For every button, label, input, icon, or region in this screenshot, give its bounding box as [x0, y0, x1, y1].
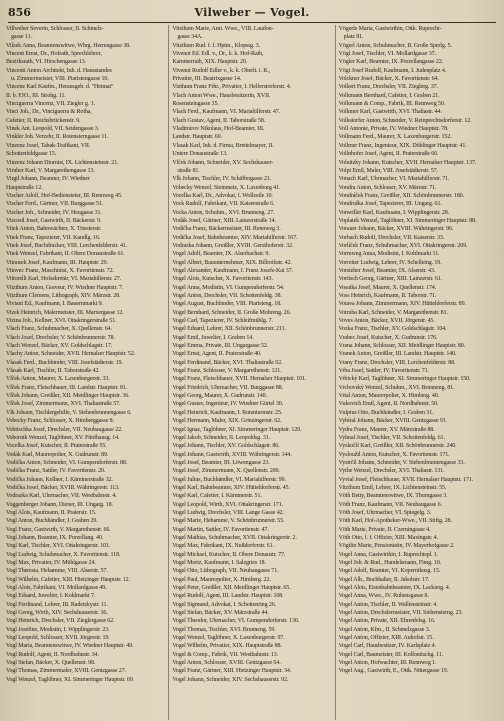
directory-entry-line: Vitek Josef, Buchdrucker, VIII. Lerchenfelderstr. 41. [6, 242, 128, 249]
directory-entry-line: Vincent Ernst, Dr., Hofrath, Sprechlehrer, [6, 51, 102, 58]
directory-entry-line: Vogel Paul, Maurerpolier, X. Himberg. 22. [172, 576, 271, 583]
directory-entry-line: Vobecky Wenzel, Steinmetz, X. Laxenburg 41. [172, 184, 281, 191]
directory-entry-line: gasse 11. [11, 34, 32, 41]
directory-entry-line: Vogel & Comp., Fabrik, VII. Westbahnstr. 13. [172, 651, 279, 658]
directory-entry-line: Vogel Mathias, Schuhmacher, XVII. Ottakringerstr. 2. [172, 534, 297, 541]
directory-entry-line: Vrbický Karl, Taglöhner, XI. Simmeringer Hauptstr. 150. [338, 376, 471, 383]
directory-entry-line: Vulpius Otto, Buchhändler, I. Graben 31. [338, 409, 434, 416]
directory-entry-line: Vogel Aug., Gastwirth, E., Ottk. Nittergasse 19. [338, 668, 449, 675]
directory-entry-line: Vogel Rudolf, Agent, III. Landstr. Hauptstr. 108. [172, 593, 284, 600]
directory-entry-line: Votruba Karl, Schneider, V. Margarethenstr. 81. [338, 309, 448, 316]
directory-entry-line: Vobecky Franz, Schlosser, X. Himberggasse 8. [6, 418, 114, 425]
directory-entry-line: Vischer Joh., Schneider, IV. Heugasse 31. [6, 209, 102, 216]
directory-entry-line: Vythe Wenzel, Drechsler, XVI. Thaliastr. 131. [338, 468, 445, 475]
directory-entry-line: Vogl Leopold, Schlosser, XVII. Jörgerstr. 19. [6, 635, 110, 642]
directory-entry-line: Vollmer Franz, Ingenieur, XIX. Döblinger Hauptstr. 41. [338, 142, 467, 149]
directory-entry-line: Vogel Anna, Gastwirthin, I. Ruprechtspl. 1. [338, 551, 439, 558]
directory-entry-line: Cafetier, II. Reichsbrückenstr. 9. [6, 117, 81, 124]
directory-entry-line: Vyskočil Karl, Greißler, XII. Schönbrunnerstr. 240. [338, 443, 457, 450]
directory-entry-line: Vitzthum Rud. f. f. Hptm., Klopstg. 3. [172, 42, 260, 49]
directory-entry-line: Volkmann & Comp., Fabrik, III. Rennweg 50. [338, 101, 446, 108]
directory-entry-line: Vinzenz Josef, Tabak-Trafikant, VII. [6, 142, 91, 149]
directory-entry-line: Volckner Josef, Bäcker, X. Favoritenstr. 64. [338, 76, 439, 83]
directory-entry-line: Vogel Karl, Cafetier, I. Kärntnerstr. 51. [172, 493, 262, 500]
columns [6, 25, 498, 720]
directory-entry-line: Vrana Johann, Schlosser, XII. Meidlinger Hauptstr. 80. [338, 343, 466, 350]
directory-entry-line: Vogel Josef, Beamter, III. Löwengasse 23. [172, 459, 270, 466]
directory-entry-line: Vogel Martin, Sattler, IV. Favoritenstr. 47. [172, 526, 269, 533]
directory-entry-line: Vitzthum Emil, Lehrer, IX. Lichtensteinstr. 55. [338, 484, 447, 491]
directory-entry-line: Vogl Alois, Fabrikant, VI. Mollardgasse 49. [6, 585, 107, 592]
directory-entry-line: Vogel Friedrich, Uhrmacher, VII. Burggasse 88. [172, 384, 283, 391]
directory-entry-line: Vogel Eduard, Lehrer, XII. Schönbrunnerstr. 211. [172, 326, 286, 333]
directory-entry-line: Vöth Josef, Uhrmacher, VI. Spiegelg. 3. [338, 509, 432, 516]
directory-entry-line: Vogel Albert, Bauunternehmer, XIX. Billrothstr. 42. [172, 259, 292, 266]
directory-entry-line: Vogel Emma, Private, III. Ungargasse 52. [172, 343, 269, 350]
directory-entry-line: Vollnhofer Josef, Agent, II. Praterstraße 66. [338, 151, 439, 158]
directory-entry-line: Vock Rudolf, Fabrikant, VII. Kaiserstraße 6. [172, 201, 275, 208]
directory-entry-line: Votava Johann, Zimmermann, XIV. Hütteldorferstr. 89. [338, 301, 466, 308]
directory-entry-line: Vögl Josef, Tischler, VI. Mollardgasse 37. [338, 51, 436, 58]
directory-entry-line: Vranek Anton, Greißler, III. Landstr. Hauptstr. 140. [338, 351, 457, 358]
directory-entry-line: Vogel Bernhard, Schneider, II. Große Mohreng. 26. [172, 309, 291, 316]
directory-entry-line: Vitzthum Clemens, Lithograph, XIV. Märzstr. 28. [6, 293, 121, 299]
directory-entry-line: Vrtal Anton, Maurerpolier, X. Himberg. 40. [338, 393, 440, 400]
directory-entry-line: Vogl Karl, Tischler, XVI. Ottakringerstr. 101. [6, 543, 111, 550]
directory-entry-line: Hauptstraße 12. [6, 184, 43, 191]
directory-entry-line: Vogl Anton, Buchhändler, I. Graben 29. [6, 518, 98, 525]
directory-entry-line: Vitek Anton, Bahnwächter, X. Triesterstr. [6, 226, 102, 233]
directory-entry-line: Vogel Alexander, Kaufmann, I. Franz Josefs-Kai 37. [172, 267, 293, 274]
directory-entry-line: Vogel Heinrich, Kaufmann, I. Rotenturmstr. 25. [172, 409, 283, 416]
directory-entry-line: Vogl Wilhelm, Cafetier, XIII. Hietzinger Hauptstr. 12. [6, 576, 130, 583]
directory-entry-line: Vogl Heinrich, Drechsler, VII. Zieglergasse 62. [6, 618, 115, 625]
directory-entry-line: Vodák Josef, Gärtner, XIII. Lainzerstraße 14. [172, 217, 276, 224]
directory-entry-line: Vogel Karl, Bahnbeamter, XIV. Hütteldorferstr. 45. [172, 484, 290, 491]
directory-entry-line: Vögtlin Marie, Pensionistin, IV. Mayerhofgasse 2. [338, 543, 455, 550]
directory-entry-line: Privatier, III. Beatrixgasse 14. [172, 76, 242, 83]
directory-entry-line: Vogel Moriz, Kaufmann, I. Salzgries 18. [172, 560, 266, 566]
directory-entry-line: Vlach Ferd., Kaufmann, VI. Mariahilferstr. 47. [172, 109, 281, 116]
directory-entry-line: Vogel Johann, Schneider, XIV. Sechshauserstr. 92. [172, 676, 289, 683]
directory-entry-line: Vodička Johann, Kellner, I. Kärntnerstraße 32. [6, 476, 113, 483]
directory-entry-line: Vogel Michael, Kutscher, II. Obere Donaustr. 77. [172, 551, 286, 558]
directory-entry-line: Vlček Johann, Greißler, XII. Meidlinger Hauptstr. 36. [6, 393, 130, 400]
directory-entry-line: Vrany Franz, Drechsler, VIII. Lerchenfelderstr. 88. [338, 359, 456, 366]
directory-entry-line: Vinzenz Johann Diurnist, IX. Lichtensteinstr. 21. [6, 159, 119, 166]
directory-entry-line: Vitousek Josef, Kaufmann, III. Hauptstr. 29. [6, 259, 108, 266]
directory-entry-line: Vodička Josef, Bahnbeamter, XIV. Mariahilferstr. 167. [172, 234, 298, 241]
directory-entry-line: Vogl Johann, Beamter, IX. Porzellang. 40. [6, 534, 104, 541]
directory-entry-line: Vrba Josef, Sattler, IV. Favoritenstr. 71. [338, 368, 429, 375]
directory-entry-line: Vlček Franz, Fleischhauer, III. Landstr. Hauptstr. 81. [6, 384, 128, 391]
directory-entry-line: Vogel Emil, Juwelier, I. Graben 14. [172, 334, 254, 341]
directory-entry-line: Vogel Ferdinand, Bäcker, XVI. Thaliastraße 92. [172, 359, 283, 366]
directory-entry-line: Vogel Anton, Offizier, XIII. Auhofstr. 15. [338, 635, 434, 642]
directory-entry-line: Vondráček Franz, Greißler, XII. Schönbrunnerstr. 180. [338, 192, 464, 199]
directory-entry-line: Vogel Wenzel, Taglöhner, X. Laxenburgerstr. 97. [172, 635, 285, 642]
directory-entry-line: Vorauer Johann, Bäcker, XVIII. Währingerstr. 96. [338, 226, 454, 233]
column-3 [335, 25, 498, 720]
directory-entry-line: Viviani Ed., Kaufmann, I. Bauernmarkt 9. [6, 301, 103, 308]
directory-entry-line: Vlček Josef, Zimmermann, XVI. Thaliastraße 57. [6, 401, 121, 408]
directory-entry-line: Vitovec Franz, Maschinist, X. Favoritenstr. 72. [6, 267, 114, 274]
directory-entry-line: Vogel Adolf, Beamter, IX. Alserbachstr. 9. [172, 251, 270, 258]
directory-entry-line: Vogel August, Buchbinder, VIII. Piaristeng. 18. [172, 301, 282, 308]
directory-entry-line: Vodička Anton, Schneider, VI. Gumpendorferstr. 88. [6, 459, 128, 466]
directory-entry-line: Vinciguerra Vincenz, VII. Ziegler g. 1. [6, 101, 95, 108]
directory-entry-line: Vincenz Karl Kaufm., Herausgeb. d. "Heimat" [6, 84, 114, 91]
directory-entry-line: Vogel Anton, Drechslermeister, VII. Siebensterng. 23. [338, 610, 463, 617]
directory-entry-line: Vlček Johann, Schneider, XV. Sechshauser- [172, 159, 274, 166]
directory-entry-line: Vogel Josef, Zimmermann, X. Quellenstr. 200. [172, 468, 280, 475]
directory-entry-line: Vodička Franz, Bäckermeister, III. Rennweg 3. [172, 226, 281, 233]
page-header [8, 6, 496, 20]
directory-entry-line: Vögt Josef Rudolf, Kaufmann, I. Judenplatz 4. [338, 67, 447, 74]
column-2 [168, 25, 331, 720]
directory-entry-line: Vitzthum Anton, Graveur, IV. Wiedner Hauptstr. 7. [6, 284, 124, 291]
directory-entry-line: platz 81. [343, 34, 364, 41]
directory-entry-line: Vogl Franz, Gastwirth, V. Margarethenstr. 66. [6, 526, 111, 533]
directory-entry-line: Vogl Ludwig, Schuhmacher, X. Favoritenstr. 118. [6, 551, 121, 558]
directory-entry-line: Vogel Johann, Gastwirth, XVIII. Währingerstr. 144. [172, 451, 292, 458]
directory-entry-line: Vittorelli Karl, Hofsekretär, VI. Mariahilferstr. 27. [6, 276, 122, 283]
directory-entry-line: Vogel Alb., Buchhalter, II. Jakobstr. 17. [338, 576, 430, 583]
directory-entry-line: Vogl Maria, Beamtenswitwe, IV. Wiedner Hauptstr. 49. [6, 643, 134, 650]
directory-entry-line: Vogel Adolf, Beamter, VI. Kopernikusg. 15. [338, 568, 441, 575]
directory-entry-line: Kammerrath, XIX. Hauptstr. 20. [172, 59, 248, 66]
directory-entry-line: Vogel Ignaz, Taglöhner, XI. Simmeringer Hauptstr. 120. [172, 426, 302, 433]
directory-entry-line: Vukovich Emil, Agent, II. Nordbahnstr. 50. [338, 401, 439, 408]
directory-entry-line: Volnitzky Johann, Kutscher, XVII. Hernalser Hauptstr. 137. [338, 159, 477, 166]
directory-entry-line: Vizthum Franz Frhr., Privatier, I. Helferstorferstr. 4. [172, 84, 292, 91]
directory-entry-line: Vlachy Anton, Schneider, XVII. Hernalser Hauptstr. 52. [6, 351, 136, 358]
directory-entry-line: Vinek Ant. Leopold, VII. Seidengasse 3. [6, 126, 100, 133]
directory-entry-line: Vondruška Josef, Tapezierer, III. Ungarg. 61. [338, 201, 442, 208]
directory-entry-line: Vogl Thomas, Zimmermaler, XVIII. Gentzgasse 27. [6, 668, 127, 675]
directory-entry-line: Vogel Alois, Eisenbahnbeamter, IX. Lackierg. 4. [338, 585, 451, 592]
directory-entry-line: Vocelka Karl, Dr., Advokat, I. Wollzeile 10. [172, 192, 273, 199]
directory-entry-line: Vögerle Maria, Gastwirthin, Ottk. Ruprecht- [338, 26, 442, 32]
directory-entry-line: Vogel Franz, Fleischhauer, XVII. Hernalser Hauptstr. 101. [172, 376, 307, 383]
directory-entry-line: Vollmann Ferd., Maurer, X. Laxenburgerstr. 152. [338, 134, 452, 141]
directory-entry-line: Vogl Theresia, Hebamme, VIII. Alserstr. 57. [6, 568, 108, 575]
directory-entry-line: Vogel Anton, Tischler, II. Wallensteinstr. 4. [338, 601, 438, 608]
directory-entry-line: Vlček Anton, Maurer, X. Laxenburgerstr. 33. [6, 376, 110, 383]
directory-entry-line: Vischer Ferd., Gärtner, VII. Burggasse 51. [6, 201, 104, 208]
directory-entry-line: Vogl Eduard, Juwelier, I. Kohlmarkt 7. [6, 593, 96, 600]
directory-entry-line: Vogl Georg, Wirth, XIV. Sechshauserstr. 36. [6, 610, 108, 617]
directory-entry-line: Vögler Karl, Beamter, IX. Porzellangasse 22. [338, 59, 444, 66]
directory-entry-line: Vlach Franz, Schuhmacher, X. Quellenstr. 64. [6, 326, 112, 333]
directory-entry-line: Vogl Ferdinand, Lehrer, III. Radetzkystr. 11. [6, 601, 108, 608]
directory-entry-line: Voggenberger Johann, Diener, III. Ungarg. 18. [6, 501, 113, 508]
directory-entry-line: Voll Antonie, Private, IV. Wiedner Hauptstr. 78. [338, 126, 449, 133]
directory-entry-line: Vilzek Anna, Beamtenswitwe, Wbrg. Herrengasse 38. [6, 42, 131, 49]
directory-entry-line: Vocka Anton, Schuhm., XVI. Brunneng. 27. [172, 209, 275, 216]
directory-entry-line: Vogel Anton, Drechsler, VII. Schottenfeldg. 38. [172, 293, 282, 299]
directory-entry-line: Vöth Betty, Beamtenswitwe, IX. Thurngasse 3. [338, 493, 448, 500]
directory-entry-line: Vogel Anton, Schlosser, XVIII. Gentzgasse 64. [172, 660, 281, 667]
directory-entry-line: Vogel Marie, Hebamme, V. Schönbrunnerstr. 55. [172, 518, 285, 525]
directory-entry-line: Vysloužil Anton, Kutscher, X. Favoritenstr. 171. [338, 451, 450, 458]
directory-entry-line: Vöth Karl, Hof-Apotheker-Wwe., VII. Stiftg. 28. [338, 518, 452, 525]
directory-entry-line: Vlasak Karl, Tischler, II. Taborstraße 42. [6, 368, 100, 375]
directory-entry-line: Vogel Leopold, Wirth, XVI. Ottakringerstr. 171. [172, 501, 284, 508]
directory-entry-line: Vöth Marie, Private, II. Czerningasse 4. [338, 526, 431, 533]
directory-entry-line: Bezirksrath, VI. Hirschengasse 13. [6, 59, 87, 66]
directory-entry-line: Volkert Franz, Drechsler, VII. Zieglerg. 37. [338, 84, 438, 91]
directory-entry-line: Vybíral Johann, Bäcker, XVIII. Gentzgasse 91. [338, 418, 448, 425]
directory-entry-line: Vodrazka Johann, Greißler, XVIII. Gersthoferstr. 32. [172, 242, 294, 249]
directory-entry-line: Landstr. Hauptstr. 60. [172, 134, 222, 141]
directory-entry-line: Vizina Joh., Kellner, XVI. Ottakringerstraße 51. [6, 318, 117, 325]
directory-entry-line: Vogel Otto, Lithograph, VII. Neubaugasse 71. [172, 568, 279, 575]
directory-entry-line: Vinkler Joh. Verzehr, II. Rotensterngasse 11. [6, 134, 109, 141]
directory-entry-line: Vogel Carl, Baumeister, III. Kollonitschg. 11. [338, 651, 444, 658]
directory-entry-line: Vögerl Anton, Schuhmacher, II. Große Sperlg. 5. [338, 42, 452, 49]
directory-entry-line: Vrabec Josef, Kutscher, X. Gudrunstr. 176. [338, 334, 438, 341]
directory-entry-line: Vogel Franz, Schlosser, V. Margarethenstr. 121. [172, 368, 282, 375]
directory-entry-line: Rosensteingasse 35. [172, 101, 219, 108]
directory-entry-line: Volkmann Bernhard, Cafetier, I. Graben 21. [338, 92, 440, 99]
directory-entry-line: Vorsteher Josef, Beamter, IX. Alserstr. 43. [338, 267, 436, 274]
directory-entry-line: Vlach Gustav, Agent, II. Taborstraße 58. [172, 117, 266, 124]
directory-entry-line: Vogel Anton, Private, XII. Ehrenfelsg. 16. [338, 618, 436, 625]
directory-entry-line: Vogel Hermann, Maler, XIX. Grinzingerstr. 62. [172, 418, 282, 425]
directory-entry-line: Vobitschka Josef, Drechsler, VII. Neubaugasse 22. [6, 426, 123, 433]
directory-entry-line: Vonach Karl, Uhrmacher, VI. Mariahilferstr. 71. [338, 176, 450, 183]
directory-entry-line: Vosatka Josef, Maurer, X. Quellenstr. 174. [338, 284, 437, 291]
directory-entry-line: Vlk Johann, Tischlergehilfe, V. Siebenbrunnengasse 6. [6, 409, 132, 416]
directory-entry-line: Vöth Otto, f. f. Offizier, XIII. Maxingstr. 4. [338, 534, 438, 541]
directory-entry-line: Vogl Wenzel, Taglöhner, XI. Simmeringer Hauptstr. 69. [6, 676, 135, 683]
directory-entry-line: Vogel Julius, Buchhändler, VI. Mariahilferstr. 99. [172, 476, 286, 483]
directory-entry-line: Vogel Gustav, Ingenieur, IV. Wiedner Gürtel 30. [172, 401, 284, 408]
directory-entry-line: Volpi Emil, Maler, VIII. Josefstädterstr. 57. [338, 167, 438, 174]
directory-entry-line: Vogel Peter, Greißler, XII. Meidlinger Hauptstr. 65. [172, 585, 291, 592]
directory-entry-line: Vizek Heinrich, Malermeister, III. Marxergasse 12. [6, 309, 124, 316]
directory-entry-line: Vogel Jakob, Schneider, II. Leopoldsg. 31. [172, 434, 271, 441]
directory-entry-line: Vivenot Rudolf Edler v., k. k. Oberlt. i. R., [172, 67, 270, 74]
directory-entry-line: Vogl Rudolf, Agent, II. Nordbahnstr. 34. [6, 651, 99, 658]
directory-entry-line: Voplatek Wenzel, Taglöhner, XI. Simmeringer Hauptstr. 88. [338, 217, 477, 224]
directory-entry-line: Vogel Thomas, Tischler, XVI. Brunneng. 59. [172, 626, 276, 633]
directory-entry-line: Vogel Franz, Gärtner, XIII. Hietzinger Hauptstr. 34. [172, 668, 292, 675]
directory-entry-line: Vondra Anton, Schlosser, XV. Märzstr. 71. [338, 184, 437, 191]
directory-entry-line: Viruber Karl, V. Margarethengasse 13. [6, 167, 95, 174]
directory-entry-line: Vincenti Anton Architekt, Inh. d. Hausstandes [6, 67, 112, 74]
directory-entry-line: Vogel Georg, Maurer, X. Gudrunstr. 140. [172, 393, 267, 400]
column-1 [6, 25, 165, 720]
directory-entry-line: Vogel Max, Fabrikant, IX. Nußdorferstr. 61. [172, 543, 274, 550]
directory-entry-line: Vonwiller Karl, Kaufmann, I. Wipplingerstr. 28. [338, 209, 450, 216]
directory-entry-line: Vogel Anton, Kfm., II. Schmelzgasse 3. [338, 626, 431, 633]
directory-entry-line: Voves Anton, Bäcker, XVII. Jörgerstr. 45. [338, 318, 435, 325]
directory-entry-line: Vyhnal Josef, Tischler, VII. Schottenfeldg. 61. [338, 434, 445, 441]
directory-entry-line: Vogl Josefine, Modistin, I. Wipplingerstr. 23. [6, 626, 110, 633]
directory-entry-line: Volkmer Karl, Gastwirth, XVI. Thaliastr. 44. [338, 109, 442, 116]
directory-entry-line: Vöth Franz, Kaufmann, VII. Neubaugasse 6. [338, 501, 442, 508]
directory-entry-line: Vitzthum Marie, Amt. Wwe., VIII. Laudon- [172, 26, 274, 32]
directory-entry-line: Vogel Johann, Tischler, XV. Goldschlagstr. 86. [172, 443, 280, 450]
directory-entry-line: straße 81. [177, 167, 200, 174]
directory-entry-line: Vogel Ernst, Agent, II. Praterstraße 40. [172, 351, 262, 358]
directory-entry-line: Vogel Stefan, Bäcker, XV. Märzstraße 44. [172, 610, 269, 617]
directory-entry-line: Vorlíček Franz, Schuhmacher, XVI. Ottakringerstr. 209. [338, 242, 468, 249]
directory-entry-line: Vogl Stefan, Bäcker, X. Quellenstr. 98. [6, 660, 96, 667]
directory-entry-line: Vogel Carl, Tapezierer, IV. Schleifmühlg. 7. [172, 318, 273, 325]
directory-entry-line: Vladimirov Nikolaus, Hof-Beamter, III. [172, 126, 265, 133]
directory-entry-line: Vlk Johann, Tischler, IV. Schäffergasse 21. [172, 176, 272, 183]
running-title: Vilweber — Vogel. [194, 6, 310, 19]
directory-entry-line: Vogel Ludwig, Drechsler, VIII. Lange Gasse 42. [172, 509, 284, 516]
directory-entry-line: Vlach Josef, Drechsler, V. Schönbrunnerstr. 78. [6, 334, 115, 341]
directory-entry-line: Vischer Adolf, Hof-Bediensteter, III. Rennweg 45. [6, 192, 123, 199]
directory-entry-line: Vogel Joh. & Rud., Handelsmann, Fimg. 10. [338, 560, 442, 566]
directory-entry-line: Vormweg Anna, Modistin, I. Kohlmarkt 11. [338, 251, 440, 258]
directory-entry-line: Vlasak Karl, Inh. d. Firma, Brettelmayer, II. [172, 142, 274, 149]
header-rule [8, 22, 496, 23]
directory-entry-line: Vitek Franz, Tapezierer, VII. Kandlg. 16. [6, 234, 101, 241]
directory-entry-line: Vlach Anton Wwe., Hausbesitzerin, XVII. [172, 92, 271, 99]
directory-entry-line: Vivenot Ed. Edl. v., Dr., k. k. Hof-Rath, [172, 51, 264, 58]
directory-entry-line: Vyvial Josef, Fleischhauer, XVII. Hernalser Hauptstr. 171. [338, 476, 474, 483]
directory-entry-line: Vogl Alois, Kaufmann, II. Praterstr. 15. [6, 509, 97, 516]
directory-entry-line: Vogel Carl, Hausbesitzer, IV. Karlsplatz 4. [338, 643, 436, 650]
directory-entry-line: Vogel Anna, Wwe., IV. Rubensgasse 8. [338, 593, 429, 600]
directory-entry-line: Vorreiter Ludwig, Lehrer, IV. Schelleing. 19. [338, 259, 442, 266]
directory-entry-line: Vitek Wenzel, Fabrikant, II. Obere Donaustraße 61. [6, 251, 125, 258]
directory-entry-line: Vogel Anton, Hofwachter, III. Rennweg 1. [338, 660, 437, 667]
page-number: 856 [8, 6, 31, 19]
directory-entry-line: Volkstorfer Anton, Schneider, V. Reinprechtsdorferstr. 12. [338, 117, 472, 124]
directory-entry-line: Vocelka Josef, Kutscher, II. Praterstraße 55. [6, 443, 107, 450]
directory-entry-line: Vrchovský Wenzel, Schuhm., XVI. Brunneng. 81. [338, 384, 455, 391]
directory-entry-line: Vogel Alois, Kutscher, X. Favoritenstr. 143. [172, 276, 273, 283]
directory-entry-line: Vydra Franz, Maurer, XV. Märzstraße 88. [338, 426, 435, 433]
directory-entry-line: Vogel Wilhelm, Privatier, XIX. Hauptstraße 88. [172, 643, 282, 650]
directory-entry-line: Vodička Josef, Bäcker, XVIII. Währingerstr. 113. [6, 484, 120, 491]
directory-entry-line: Vogel Sigmund, Advokat, I. Schottenring 26. [172, 601, 277, 608]
directory-entry-line: Vorbach Rudolf, Drechsler, VII. Kaiserstr. 33. [338, 234, 445, 241]
directory-entry-line: Vodrazka Karl, Uhrmacher, VII. Westbahnstr. 4. [6, 493, 117, 500]
directory-entry-line: gasse 34A. [177, 34, 203, 41]
directory-entry-line: Vogl Max, Privatier, IV. Mühlgasse 24. [6, 560, 96, 566]
directory-entry-line: Vortisch Georg, Gärtner, XIII. Lainzerstr. 61. [338, 276, 443, 283]
directory-entry-line: Vogel Anna, Modistin, VI. Gumpendorferstr. 54. [172, 284, 285, 291]
directory-entry-line: Vodák Karl, Maurerpolier, X. Gudrunstr. 89. [6, 451, 109, 458]
directory-entry-line: Vobornik Wenzel, Taglöhner, XV. Fünfhausg. 14. [6, 434, 120, 441]
directory-entry-line: Vystrčil Johann, Schneider, V. Siebenbrunnengasse 33. [338, 459, 465, 466]
directory-entry-line: Untere Donaustraße 13. [172, 151, 228, 158]
directory-entry-line: Villweber Severin, Schlosser, II. Schmelz- [6, 26, 104, 32]
directory-entry-line: Vozka Franz, Tischler, XV. Goldschlagstr. 104. [338, 326, 447, 333]
directory-entry-line: Vogel Theodor, Uhrmacher, VI. Gumpendorferstr. 130. [172, 618, 300, 625]
directory-entry-line: u. Zimmermeister, VIII. Piaristengasse 10. [11, 76, 109, 83]
directory-entry-line: Vinci Joh., Dr., Vinciguerra & Rotha, [6, 109, 92, 116]
directory-entry-line: Vodička Franz, Sattler, IV. Favoritenstr. 20. [6, 468, 106, 475]
directory-entry-line: Vlasak Ferd., Buchbinder, VIII. Josefstädterstr. 19. [6, 359, 123, 366]
directory-entry-line: Vlach Wenzel, Bäcker, XV. Goldschlagstr. 17. [6, 343, 113, 350]
directory-entry-line: II. b. FJO., III. Strohg. 11. [6, 92, 66, 99]
directory-entry-line: Viscosil Josef, Gastwirth, II. Bäckerstr. 9. [6, 217, 102, 224]
directory-entry-line: Virgil Johann, Beamter, IV. Wiedner [6, 176, 90, 183]
directory-entry-line: Voss Heinrich, Kaufmann, II. Taborstr. 71. [338, 293, 437, 299]
directory-entry-line: Schottenfeldgasse 15. [6, 151, 57, 158]
